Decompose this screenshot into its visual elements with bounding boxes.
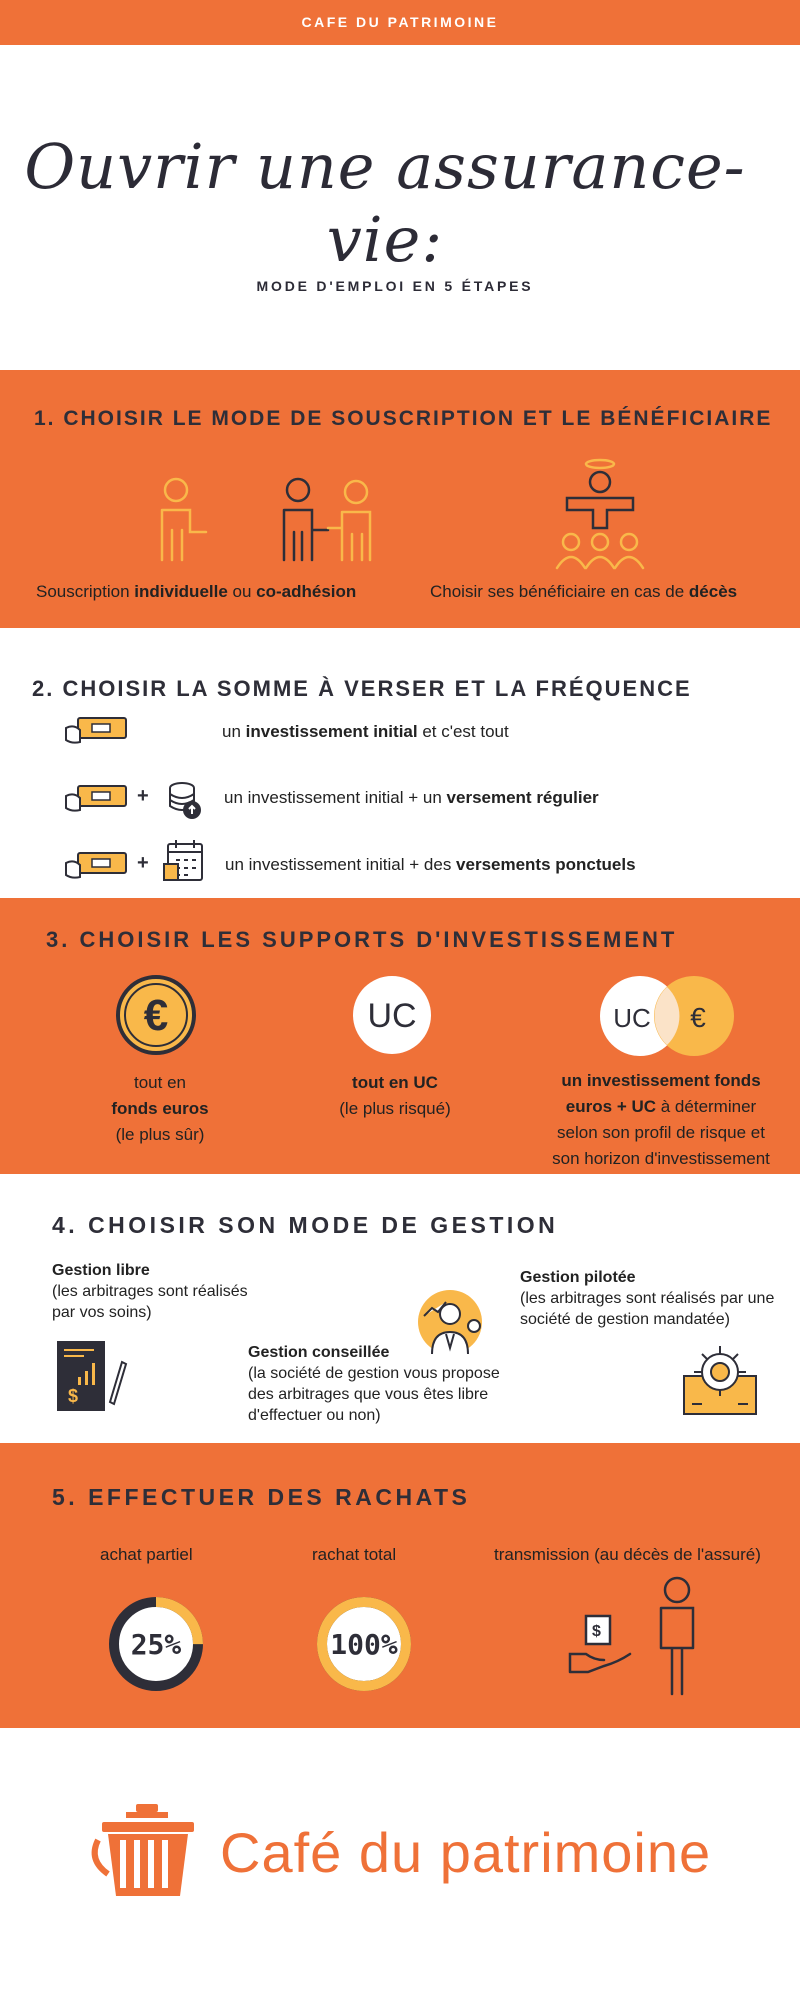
section-1-title: 1. CHOISIR LE MODE DE SOUSCRIPTION ET LE BÉNÉFICIAIRE bbox=[34, 407, 773, 430]
total-label: rachat total bbox=[312, 1545, 397, 1564]
hand-banknote-icon bbox=[64, 716, 130, 746]
gestion-libre-text bbox=[52, 1260, 262, 1323]
beneficiary-angel-icon bbox=[555, 458, 655, 576]
brand-header: CAFE DU PATRIMOINE bbox=[301, 14, 499, 30]
gestion-libre-desc: (les arbitrages sont réalisés par vos soins) bbox=[52, 1283, 248, 1321]
beneficiary-label: Choisir ses bénéficiaire en cas de décès bbox=[430, 582, 738, 601]
svg-text:$: $ bbox=[68, 1386, 79, 1406]
total-progress-ring bbox=[316, 1596, 412, 1692]
footer-logo-text: Café du patrimoine bbox=[220, 1821, 712, 1884]
coin-stack-icon bbox=[166, 780, 202, 820]
uc-bold: tout en UC bbox=[352, 1073, 438, 1092]
row-punctual-label: un investissement initial + des versements ponctuels bbox=[225, 855, 636, 874]
svg-text:$: $ bbox=[592, 1623, 601, 1640]
hand-banknote-icon bbox=[64, 784, 130, 814]
gestion-pilotee-desc: (les arbitrages sont réalisés par une société de gestion mandatée) bbox=[520, 1290, 775, 1328]
section-4-title: 4. CHOISIR SON MODE DE GESTION bbox=[52, 1212, 559, 1238]
calendar-icon bbox=[164, 838, 206, 884]
page-title: Ouvrir une assurance-vie: bbox=[24, 130, 746, 276]
gestion-pilotee-text bbox=[520, 1267, 780, 1330]
mixed-bold2: euros + UC bbox=[565, 1097, 657, 1116]
mixed-line3: selon son profil de risque et bbox=[557, 1123, 765, 1142]
section-5-title: 5. EFFECTUER DES RACHATS bbox=[52, 1484, 471, 1510]
transmission-icon bbox=[568, 1576, 718, 1696]
svg-text:UC: UC bbox=[613, 1003, 651, 1033]
person-handshake-icon bbox=[150, 470, 390, 580]
gestion-conseillee-desc: (la société de gestion vous propose des arbitrages que vous êtes libre d'effectuer ou non) bbox=[248, 1365, 500, 1424]
fonds-euros-text bbox=[80, 1070, 240, 1148]
gestion-pilotee-title: Gestion pilotée bbox=[520, 1269, 636, 1286]
uc-euro-overlap-icon bbox=[600, 975, 734, 1057]
row-initial-label: un investissement initial et c'est tout bbox=[222, 722, 509, 741]
hand-banknote-icon bbox=[64, 851, 130, 881]
mixed-line2: à déterminer bbox=[656, 1097, 757, 1116]
total-value: 100% bbox=[330, 1628, 398, 1661]
gestion-conseillee-title: Gestion conseillée bbox=[248, 1344, 390, 1361]
fonds-euros-line1: tout en bbox=[134, 1073, 186, 1092]
mixed-line4: son horizon d'investissement bbox=[552, 1149, 770, 1168]
uc-text bbox=[310, 1070, 480, 1122]
document-chart-icon bbox=[56, 1340, 128, 1414]
svg-text:€: € bbox=[143, 991, 169, 1040]
coffee-cup-logo-icon bbox=[96, 1800, 200, 1900]
partial-label: achat partiel bbox=[100, 1545, 193, 1564]
plus-sign: + bbox=[137, 785, 149, 807]
partial-value: 25% bbox=[130, 1628, 182, 1661]
svg-text:UC: UC bbox=[367, 997, 417, 1035]
subscription-mode-label: Souscription individuelle ou co-adhésion bbox=[36, 582, 357, 601]
plus-sign: + bbox=[137, 852, 149, 874]
section-3-title: 3. CHOISIR LES SUPPORTS D'INVESTISSEMENT bbox=[46, 927, 678, 952]
fonds-euros-line3: (le plus sûr) bbox=[115, 1125, 205, 1144]
gear-money-icon bbox=[682, 1342, 758, 1418]
euro-coin-icon bbox=[116, 975, 196, 1055]
row-regular-label: un investissement initial + un versement régulier bbox=[224, 788, 599, 807]
uc-circle-icon bbox=[352, 975, 432, 1055]
page-subtitle: MODE D'EMPLOI EN 5 ÉTAPES bbox=[256, 278, 534, 294]
mixed-bold1: un investissement fonds bbox=[561, 1071, 761, 1090]
fonds-euros-bold: fonds euros bbox=[111, 1099, 209, 1118]
svg-text:€: € bbox=[690, 1002, 706, 1033]
transmission-label: transmission (au décès de l'assuré) bbox=[494, 1545, 761, 1564]
advisor-icon bbox=[416, 1286, 484, 1360]
uc-line2: (le plus risqué) bbox=[339, 1099, 451, 1118]
mixed-text bbox=[540, 1068, 782, 1172]
partial-progress-ring bbox=[108, 1596, 204, 1692]
section-2-title: 2. CHOISIR LA SOMME À VERSER ET LA FRÉQUENCE bbox=[32, 676, 692, 701]
gestion-libre-title: Gestion libre bbox=[52, 1262, 150, 1279]
